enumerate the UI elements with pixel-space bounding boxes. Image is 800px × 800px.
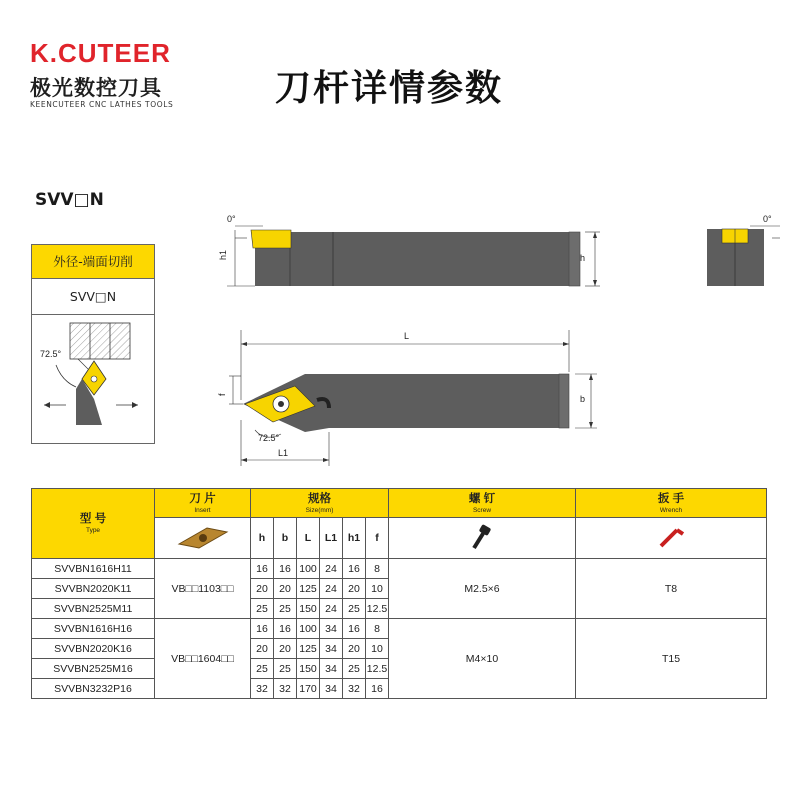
cell-b: 16 <box>274 559 297 579</box>
cell-L: 150 <box>297 659 320 679</box>
cell-f: 12.5 <box>366 659 389 679</box>
cell-wrench: T15 <box>576 619 767 699</box>
cell-L: 100 <box>297 619 320 639</box>
cell-f: 8 <box>366 619 389 639</box>
holder-side-view <box>215 212 610 292</box>
cell-b: 16 <box>274 619 297 639</box>
cell-type: SVVBN1616H11 <box>32 559 155 579</box>
cell-h1: 16 <box>343 619 366 639</box>
cell-h1: 25 <box>343 659 366 679</box>
cell-b: 20 <box>274 639 297 659</box>
cell-b: 32 <box>274 679 297 699</box>
cell-L1: 34 <box>320 619 343 639</box>
brand-name-en: KEENCUTEER CNC LATHES TOOLS <box>30 100 174 109</box>
dim-h-label: h <box>580 253 586 263</box>
cell-L: 125 <box>297 639 320 659</box>
table-header-row <box>32 489 767 518</box>
angle-label-side: 0° <box>763 214 772 224</box>
col-f: f <box>366 518 389 559</box>
col-b: b <box>274 518 297 559</box>
insert-shape <box>251 230 291 248</box>
table-row <box>32 619 767 639</box>
cell-b: 25 <box>274 659 297 679</box>
angle-label-top: 0° <box>227 214 236 224</box>
holder-body <box>255 232 580 286</box>
cell-type: SVVBN3232P16 <box>32 679 155 699</box>
cell-h1: 16 <box>343 559 366 579</box>
cell-L: 170 <box>297 679 320 699</box>
dim-L-label: L <box>404 331 410 341</box>
cell-h: 25 <box>251 659 274 679</box>
model-code: SVV□N <box>35 190 104 210</box>
operation-code: SVV□N <box>32 279 154 315</box>
header-wrench: 扳 手 Wrench <box>576 489 767 518</box>
cell-type: SVVBN1616H16 <box>32 619 155 639</box>
cell-insert: VB□□1604□□ <box>155 619 251 699</box>
cell-L1: 24 <box>320 599 343 619</box>
col-h1: h1 <box>343 518 366 559</box>
holder-end-view <box>700 212 785 292</box>
insert-icon <box>173 522 233 552</box>
wrench-icon <box>651 522 691 552</box>
cell-type: SVVBN2020K11 <box>32 579 155 599</box>
cell-f: 10 <box>366 579 389 599</box>
cell-L: 100 <box>297 559 320 579</box>
cell-h: 16 <box>251 559 274 579</box>
cell-screw: M2.5×6 <box>389 559 576 619</box>
cell-L1: 34 <box>320 679 343 699</box>
operation-title: 外径-端面切削 <box>32 245 154 279</box>
col-L1: L1 <box>320 518 343 559</box>
cell-h: 32 <box>251 679 274 699</box>
cell-h1: 20 <box>343 579 366 599</box>
cell-screw: M4×10 <box>389 619 576 699</box>
cell-type: SVVBN2525M16 <box>32 659 155 679</box>
cell-type: SVVBN2020K16 <box>32 639 155 659</box>
wrench-image-cell <box>576 518 767 559</box>
header-screw: 螺 钉 Screw <box>389 489 576 518</box>
insert-angle-label: 72.5° <box>258 433 280 443</box>
cell-b: 25 <box>274 599 297 619</box>
brand-name-cn: 极光数控刀具 <box>30 76 162 100</box>
cell-f: 8 <box>366 559 389 579</box>
cell-L1: 34 <box>320 639 343 659</box>
col-h: h <box>251 518 274 559</box>
dim-L1-label: L1 <box>278 448 289 458</box>
cell-f: 12.5 <box>366 599 389 619</box>
operation-box <box>31 244 155 444</box>
dim-b-label: b <box>580 394 586 404</box>
cell-L1: 24 <box>320 579 343 599</box>
cell-h1: 25 <box>343 599 366 619</box>
cell-h: 20 <box>251 579 274 599</box>
spec-table <box>31 488 767 699</box>
col-L: L <box>297 518 320 559</box>
header-type: 型 号 Type <box>32 489 155 559</box>
dim-h1-label: h1 <box>218 249 228 260</box>
cell-h: 16 <box>251 619 274 639</box>
insert-image-cell <box>155 518 251 559</box>
cell-L1: 24 <box>320 559 343 579</box>
cell-f: 10 <box>366 639 389 659</box>
dim-f-label: f <box>217 393 227 396</box>
brand-logo: K.CUTEER <box>30 38 171 68</box>
header-insert: 刀 片 Insert <box>155 489 251 518</box>
operation-angle-label: 72.5° <box>40 349 62 359</box>
cell-L: 150 <box>297 599 320 619</box>
screw-image-cell <box>389 518 576 559</box>
cell-f: 16 <box>366 679 389 699</box>
table-row <box>32 559 767 579</box>
cell-h: 20 <box>251 639 274 659</box>
cell-h1: 20 <box>343 639 366 659</box>
screw-icon <box>462 522 502 552</box>
page-title: 刀杆详情参数 <box>275 68 504 109</box>
cell-h1: 32 <box>343 679 366 699</box>
cell-b: 20 <box>274 579 297 599</box>
cell-wrench: T8 <box>576 559 767 619</box>
header-size: 规格 Size(mm) <box>251 489 389 518</box>
cell-insert: VB□□1103□□ <box>155 559 251 619</box>
cell-L: 125 <box>297 579 320 599</box>
cell-type: SVVBN2525M11 <box>32 599 155 619</box>
operation-diagram <box>32 315 154 443</box>
cell-h: 25 <box>251 599 274 619</box>
cell-L1: 34 <box>320 659 343 679</box>
